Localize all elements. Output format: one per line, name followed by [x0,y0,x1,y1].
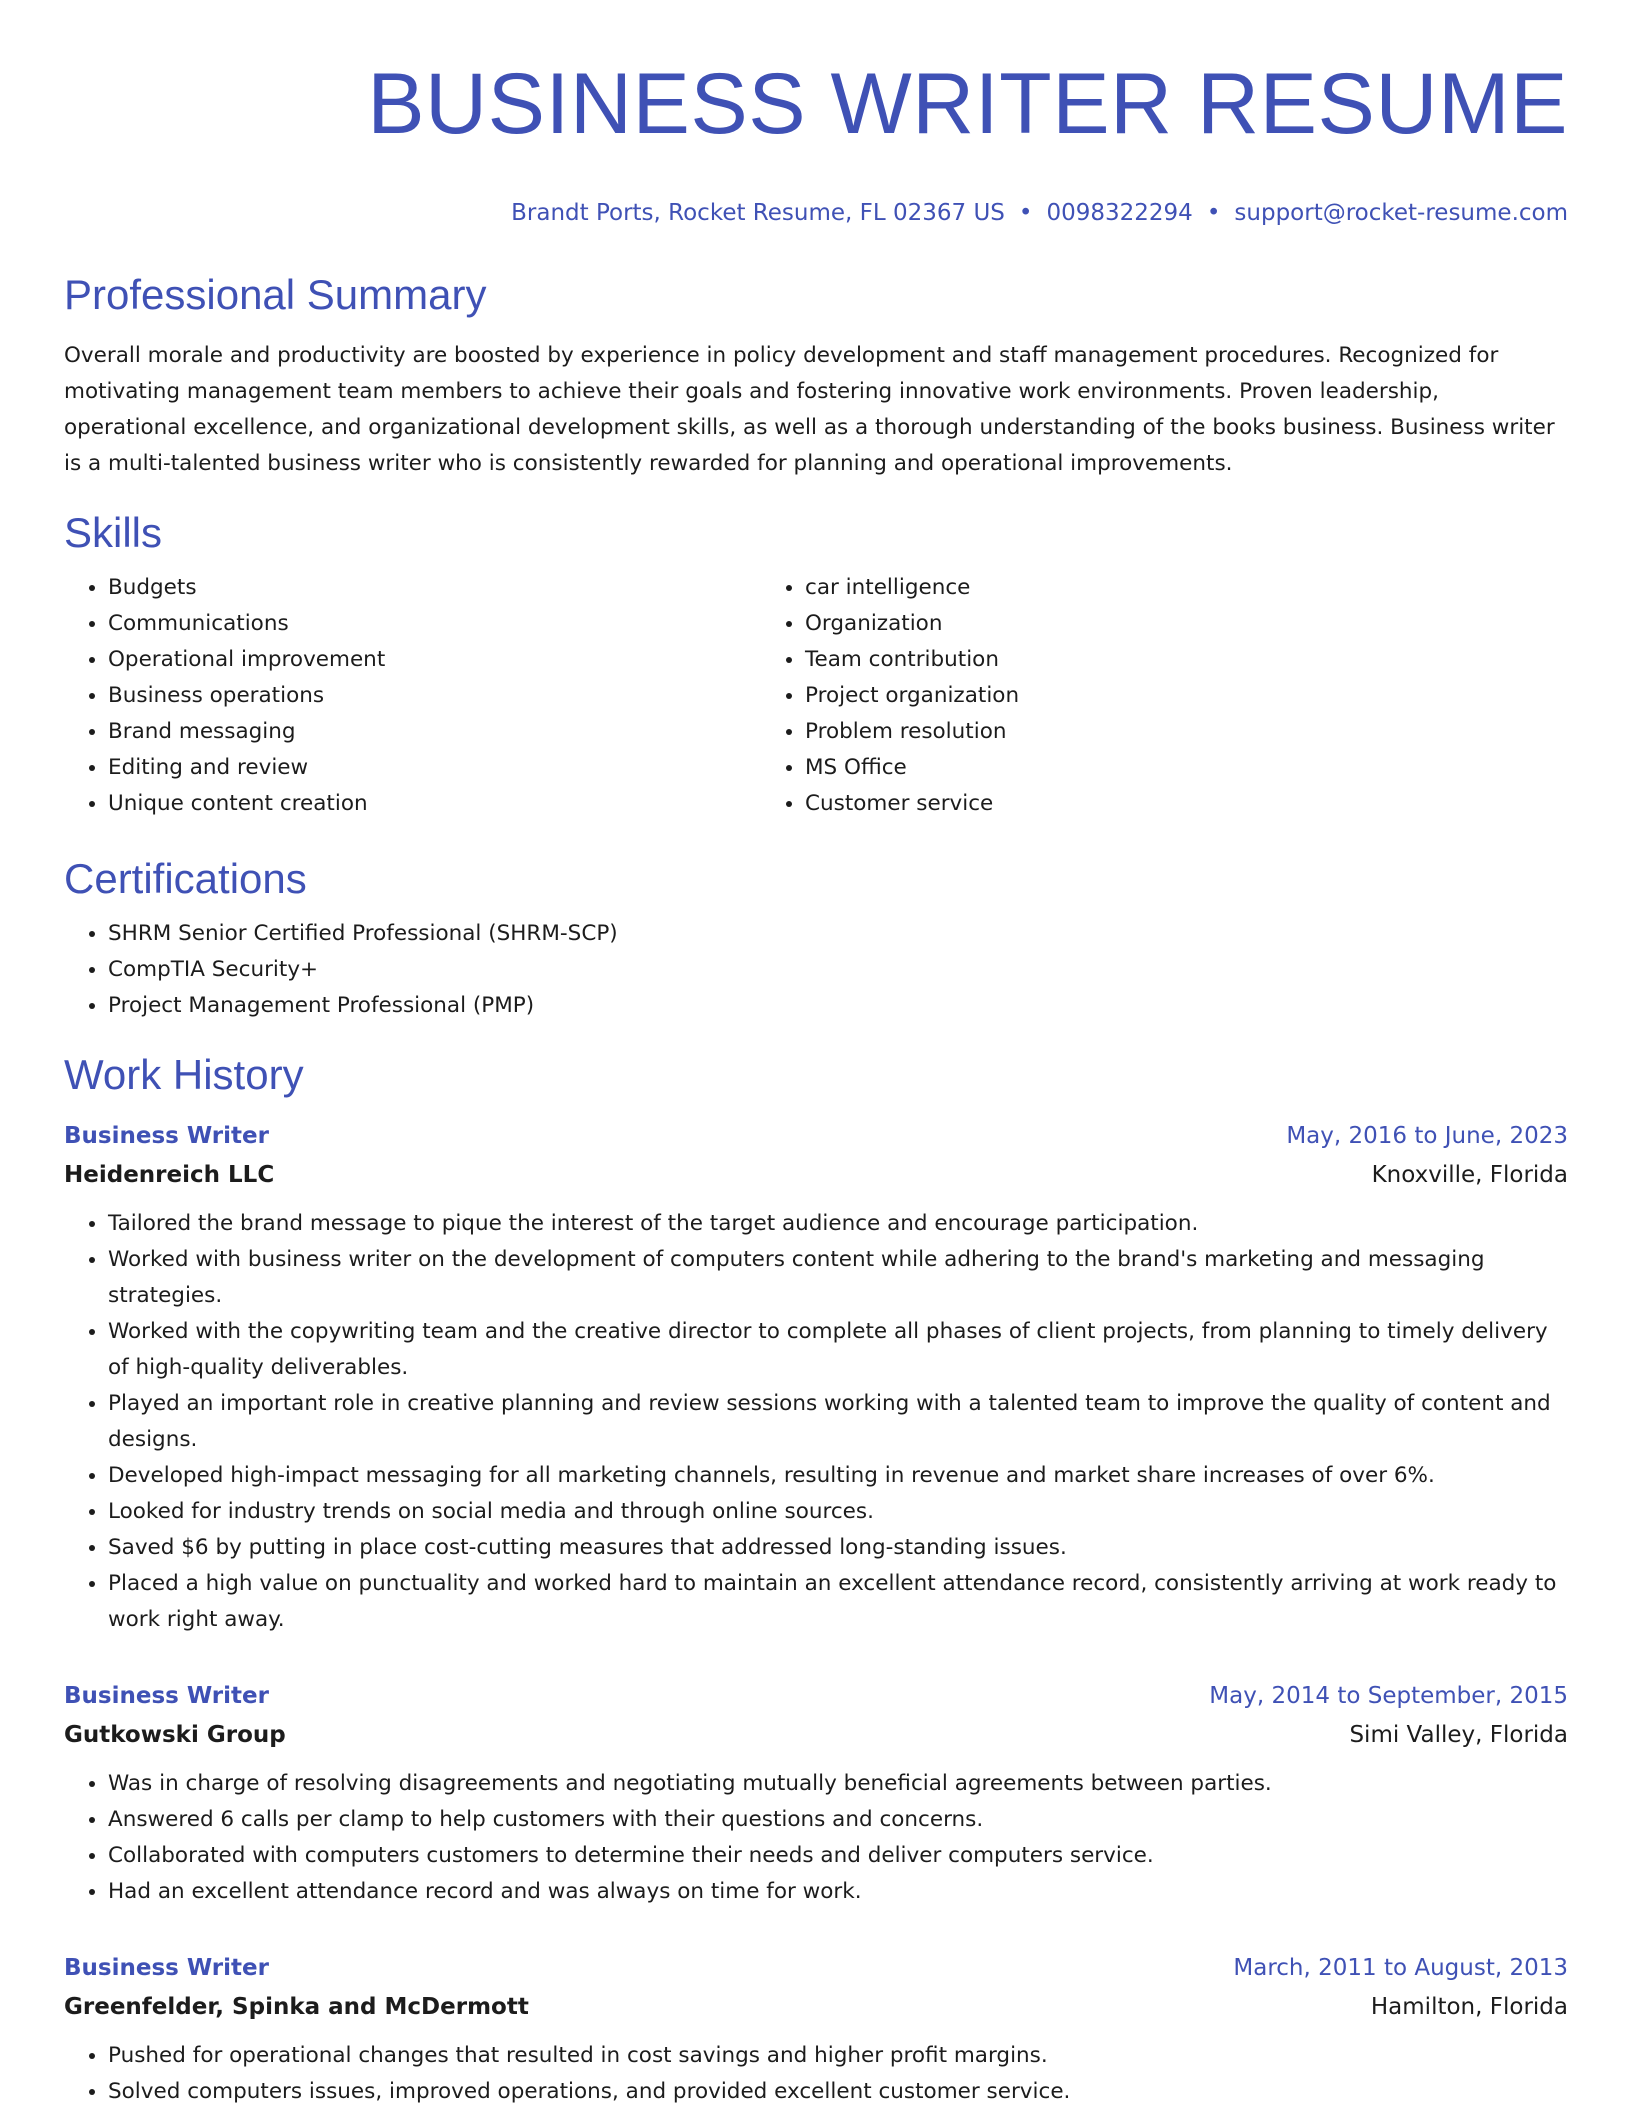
job-bullet: • Played an important role in creative planning and review sessions working with a talented team to improve the quality of content and designs. [108,1386,1568,1458]
certification-item: • SHRM Senior Certified Professional (SHRM-SCP) [108,916,1568,952]
job-bullets [64,1766,1568,1910]
skills-column-right [761,570,1019,822]
job-company: Gutkowski Group [64,1722,286,1748]
job-bullet: • Solved computers issues, improved operations, and provided excellent customer service. [108,2074,1568,2110]
job-company: Heidenreich LLC [64,1162,275,1188]
job-bullet: • Had an excellent attendance record and was always on time for work. [108,1874,1568,1910]
job-header-row [64,1952,1568,1984]
job-company-row [64,1152,1568,1192]
resume-title: BUSINESS WRITER RESUME [367,56,1568,152]
skill-item: • Brand messaging [108,714,761,750]
skill-item: • Organization [805,606,1019,642]
skills-list [64,570,1568,822]
contact-email: support@rocket-resume.com [1234,200,1568,226]
certifications-heading: Certifications [64,855,307,902]
job-dates: May, 2014 to September, 2015 [1209,1683,1568,1709]
skill-item: • Operational improvement [108,642,761,678]
job-dates: May, 2016 to June, 2023 [1286,1123,1568,1149]
skill-item: • Communications [108,606,761,642]
contact-separator: • [1018,200,1033,226]
job-bullet: • Worked with business writer on the development of computers content while adhering to the brand's marketing and messaging strategies. [108,1242,1568,1314]
contact-address: Brandt Ports, Rocket Resume, FL 02367 US [511,200,1005,226]
skill-item: • car intelligence [805,570,1019,606]
job-title: Business Writer [64,1955,269,1981]
job-location: Knoxville, Florida [1371,1162,1568,1188]
contact-phone: 0098322294 [1046,200,1193,226]
skill-item: • Unique content creation [108,786,761,822]
job-location: Hamilton, Florida [1370,1994,1568,2020]
job-bullet: • Developed high-impact messaging for all marketing channels, resulting in revenue and market share increases of over 6%. [108,1458,1568,1494]
contact-line [64,198,1568,228]
skill-item: • Customer service [805,786,1019,822]
skill-item: • MS Office [805,750,1019,786]
skills-column-left [64,570,761,822]
job-company-row [64,1984,1568,2024]
job-entry [64,1680,1568,1910]
job-bullet: • Pushed for operational changes that resulted in cost savings and higher profit margins. [108,2038,1568,2074]
job-bullet: • Was in charge of resolving disagreements and negotiating mutually beneficial agreements between parties. [108,1766,1568,1802]
job-bullet: • Saved $6 by putting in place cost-cutting measures that addressed long-standing issues. [108,1530,1568,1566]
certification-item: • Project Management Professional (PMP) [108,988,1568,1024]
contact-separator: • [1206,200,1221,226]
job-entry [64,1952,1568,2110]
skills-heading: Skills [64,509,163,556]
job-entry [64,1120,1568,1638]
skill-item: • Editing and review [108,750,761,786]
job-bullet: • Placed a high value on punctuality and worked hard to maintain an excellent attendance record, consistently arriving at work ready to work right away. [108,1566,1568,1638]
job-title: Business Writer [64,1123,269,1149]
job-bullet: • Looked for industry trends on social media and through online sources. [108,1494,1568,1530]
job-header-row [64,1680,1568,1712]
job-title: Business Writer [64,1683,269,1709]
job-bullet: • Answered 6 calls per clamp to help customers with their questions and concerns. [108,1802,1568,1838]
skill-item: • Problem resolution [805,714,1019,750]
certifications-list [64,916,1568,1024]
job-header-row [64,1120,1568,1152]
summary-heading: Professional Summary [64,271,487,318]
job-location: Simi Valley, Florida [1349,1722,1568,1748]
job-company-row [64,1712,1568,1752]
skill-item: • Budgets [108,570,761,606]
certification-item: • CompTIA Security+ [108,952,1568,988]
job-bullet: • Worked with the copywriting team and the creative director to complete all phases of client projects, from planning to timely delivery of high-quality deliverables. [108,1314,1568,1386]
skill-item: • Business operations [108,678,761,714]
job-dates: March, 2011 to August, 2013 [1233,1955,1568,1981]
job-bullets [64,1206,1568,1638]
job-company: Greenfelder, Spinka and McDermott [64,1994,529,2020]
skill-item: • Project organization [805,678,1019,714]
summary-text: Overall morale and productivity are boosted by experience in policy development and staff management procedures. Recognized for motivating management team members to achieve their goals and fostering innovative work environments. Proven leadership, operational excellence, and organizational development skills, as well as a thorough understanding of the books business. Business writer is a multi-talented business writer who is consistently rewarded for planning and operational improvements. [64,343,1555,476]
skill-item: • Team contribution [805,642,1019,678]
job-bullets [64,2038,1568,2110]
work-history-heading: Work History [64,1051,304,1098]
job-bullet: • Tailored the brand message to pique the interest of the target audience and encourage participation. [108,1206,1568,1242]
job-bullet: • Collaborated with computers customers to determine their needs and deliver computers service. [108,1838,1568,1874]
